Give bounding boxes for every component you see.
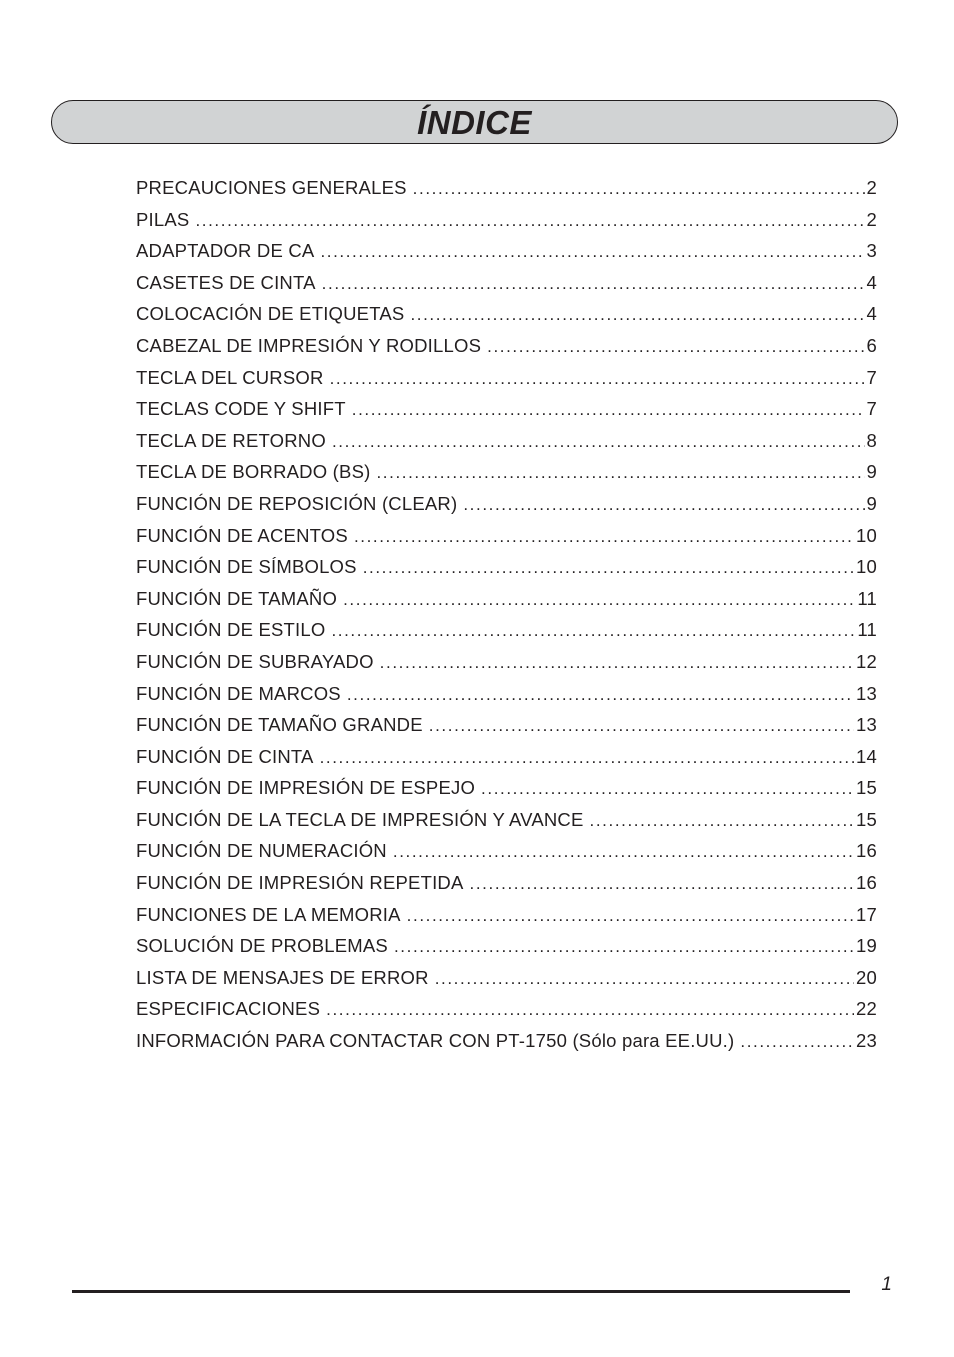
toc-entry[interactable] — [136, 461, 877, 493]
toc-entry-label: FUNCIÓN DE TAMAÑO GRANDE — [136, 714, 423, 736]
toc-entry-page: 6 — [866, 334, 877, 356]
dot-leader — [322, 274, 865, 294]
dot-leader — [429, 716, 854, 736]
dot-leader — [740, 1032, 854, 1052]
toc-entry-page: 4 — [866, 271, 877, 293]
toc-entry-page: 10 — [856, 556, 877, 578]
toc-entry-page: 2 — [866, 208, 877, 230]
toc-entry-page: 3 — [866, 240, 877, 262]
toc-entry[interactable] — [136, 809, 877, 841]
toc-entry-label: FUNCIÓN DE SUBRAYADO — [136, 650, 374, 672]
toc-entry-page: 11 — [857, 587, 877, 609]
page-title: ÍNDICE — [417, 103, 532, 141]
toc-entry-label: FUNCIÓN DE IMPRESIÓN REPETIDA — [136, 872, 464, 894]
dot-leader — [352, 400, 865, 420]
title-banner — [51, 100, 898, 144]
footer-rule — [72, 1290, 850, 1293]
toc-entry-label: SOLUCIÓN DE PROBLEMAS — [136, 935, 388, 957]
toc-entry-label: FUNCIÓN DE REPOSICIÓN (CLEAR) — [136, 492, 458, 514]
toc-entry-page: 17 — [856, 903, 877, 925]
dot-leader — [380, 653, 854, 673]
toc-entry-label: FUNCIÓN DE CINTA — [136, 745, 314, 767]
toc-entry[interactable] — [136, 240, 877, 272]
toc-entry-label: FUNCIÓN DE ESTILO — [136, 619, 326, 641]
toc-entry[interactable] — [136, 777, 877, 809]
dot-leader — [407, 906, 854, 926]
toc-entry-page: 13 — [856, 682, 877, 704]
toc-entry-page: 23 — [856, 1030, 877, 1052]
dot-leader — [332, 432, 865, 452]
toc-entry-page: 9 — [866, 492, 877, 514]
dot-leader — [354, 527, 854, 547]
toc-entry-page: 4 — [866, 303, 877, 325]
toc-entry[interactable] — [136, 367, 877, 399]
toc-entry-page: 8 — [866, 429, 877, 451]
toc-entry-label: ADAPTADOR DE CA — [136, 240, 315, 262]
toc-entry[interactable] — [136, 840, 877, 872]
dot-leader — [481, 779, 854, 799]
toc-entry[interactable] — [136, 904, 877, 936]
toc-entry-page: 7 — [866, 398, 877, 420]
toc-entry-label: FUNCIÓN DE LA TECLA DE IMPRESIÓN Y AVANCE — [136, 808, 584, 830]
toc-entry-page: 15 — [856, 777, 877, 799]
toc-entry-page: 9 — [866, 461, 877, 483]
toc-entry-label: FUNCIÓN DE IMPRESIÓN DE ESPEJO — [136, 777, 476, 799]
toc-entry-page: 11 — [857, 619, 877, 641]
dot-leader — [320, 748, 854, 768]
toc-entry-page: 20 — [856, 966, 877, 988]
dot-leader — [343, 590, 855, 610]
toc-entry-label: PILAS — [136, 208, 190, 230]
toc-entry[interactable] — [136, 177, 877, 209]
dot-leader — [347, 685, 854, 705]
toc-entry-label: FUNCIÓN DE MARCOS — [136, 682, 341, 704]
toc-entry-label: FUNCIÓN DE NUMERACIÓN — [136, 840, 387, 862]
dot-leader — [470, 874, 854, 894]
toc-entry[interactable] — [136, 1030, 877, 1062]
toc-entry[interactable] — [136, 935, 877, 967]
dot-leader — [376, 463, 864, 483]
toc-entry[interactable] — [136, 272, 877, 304]
toc-entry[interactable] — [136, 398, 877, 430]
toc-entry[interactable] — [136, 303, 877, 335]
toc-entry[interactable] — [136, 430, 877, 462]
toc-entry-page: 7 — [866, 366, 877, 388]
toc-entry-page: 16 — [856, 872, 877, 894]
toc-entry[interactable] — [136, 588, 877, 620]
toc-entry-label: TECLA DE BORRADO (BS) — [136, 461, 371, 483]
toc-entry[interactable] — [136, 967, 877, 999]
dot-leader — [435, 969, 854, 989]
dot-leader — [195, 211, 864, 231]
toc-entry[interactable] — [136, 525, 877, 557]
toc-entry-label: CABEZAL DE IMPRESIÓN Y RODILLOS — [136, 334, 482, 356]
toc-entry-page: 2 — [866, 177, 877, 198]
toc-entry[interactable] — [136, 683, 877, 715]
dot-leader — [410, 305, 864, 325]
table-of-contents — [136, 177, 877, 1062]
toc-entry-page: 22 — [856, 998, 877, 1020]
toc-entry-label: TECLA DE RETORNO — [136, 429, 326, 451]
dot-leader — [326, 1000, 854, 1020]
dot-leader — [463, 495, 864, 515]
toc-entry-label: TECLA DEL CURSOR — [136, 366, 324, 388]
toc-entry-page: 19 — [856, 935, 877, 957]
toc-entry[interactable] — [136, 209, 877, 241]
dot-leader — [393, 842, 854, 862]
toc-entry-label: FUNCIONES DE LA MEMORIA — [136, 903, 401, 925]
dot-leader — [320, 242, 864, 262]
toc-entry-page: 15 — [856, 808, 877, 830]
toc-entry-label: PRECAUCIONES GENERALES — [136, 177, 407, 198]
toc-entry-label: CASETES DE CINTA — [136, 271, 316, 293]
toc-entry-page: 10 — [856, 524, 877, 546]
dot-leader — [413, 179, 865, 199]
toc-entry[interactable] — [136, 714, 877, 746]
toc-entry[interactable] — [136, 746, 877, 778]
toc-entry[interactable] — [136, 998, 877, 1030]
toc-entry-page: 16 — [856, 840, 877, 862]
toc-entry[interactable] — [136, 335, 877, 367]
toc-entry-label: FUNCIÓN DE SÍMBOLOS — [136, 556, 357, 578]
toc-entry-page: 12 — [856, 650, 877, 672]
toc-entry-label: FUNCIÓN DE ACENTOS — [136, 524, 348, 546]
toc-entry-page: 14 — [856, 745, 877, 767]
dot-leader — [330, 369, 865, 389]
toc-entry[interactable] — [136, 493, 877, 525]
page-number: 1 — [881, 1274, 892, 1295]
dot-leader — [487, 337, 864, 357]
toc-entry[interactable] — [136, 619, 877, 651]
dot-leader — [394, 937, 854, 957]
toc-entry-label: FUNCIÓN DE TAMAÑO — [136, 587, 338, 609]
toc-entry[interactable] — [136, 556, 877, 588]
toc-entry-label: COLOCACIÓN DE ETIQUETAS — [136, 303, 405, 325]
dot-leader — [331, 621, 855, 641]
toc-entry-page: 13 — [856, 714, 877, 736]
toc-entry-label: TECLAS CODE Y SHIFT — [136, 398, 346, 420]
toc-entry-label: LISTA DE MENSAJES DE ERROR — [136, 966, 429, 988]
dot-leader — [590, 811, 854, 831]
toc-entry[interactable] — [136, 651, 877, 683]
toc-entry-label: ESPECIFICACIONES — [136, 998, 321, 1020]
toc-entry-label: INFORMACIÓN PARA CONTACTAR CON PT-1750 (Sólo para EE.UU.) — [136, 1030, 735, 1052]
toc-entry[interactable] — [136, 872, 877, 904]
dot-leader — [363, 558, 854, 578]
